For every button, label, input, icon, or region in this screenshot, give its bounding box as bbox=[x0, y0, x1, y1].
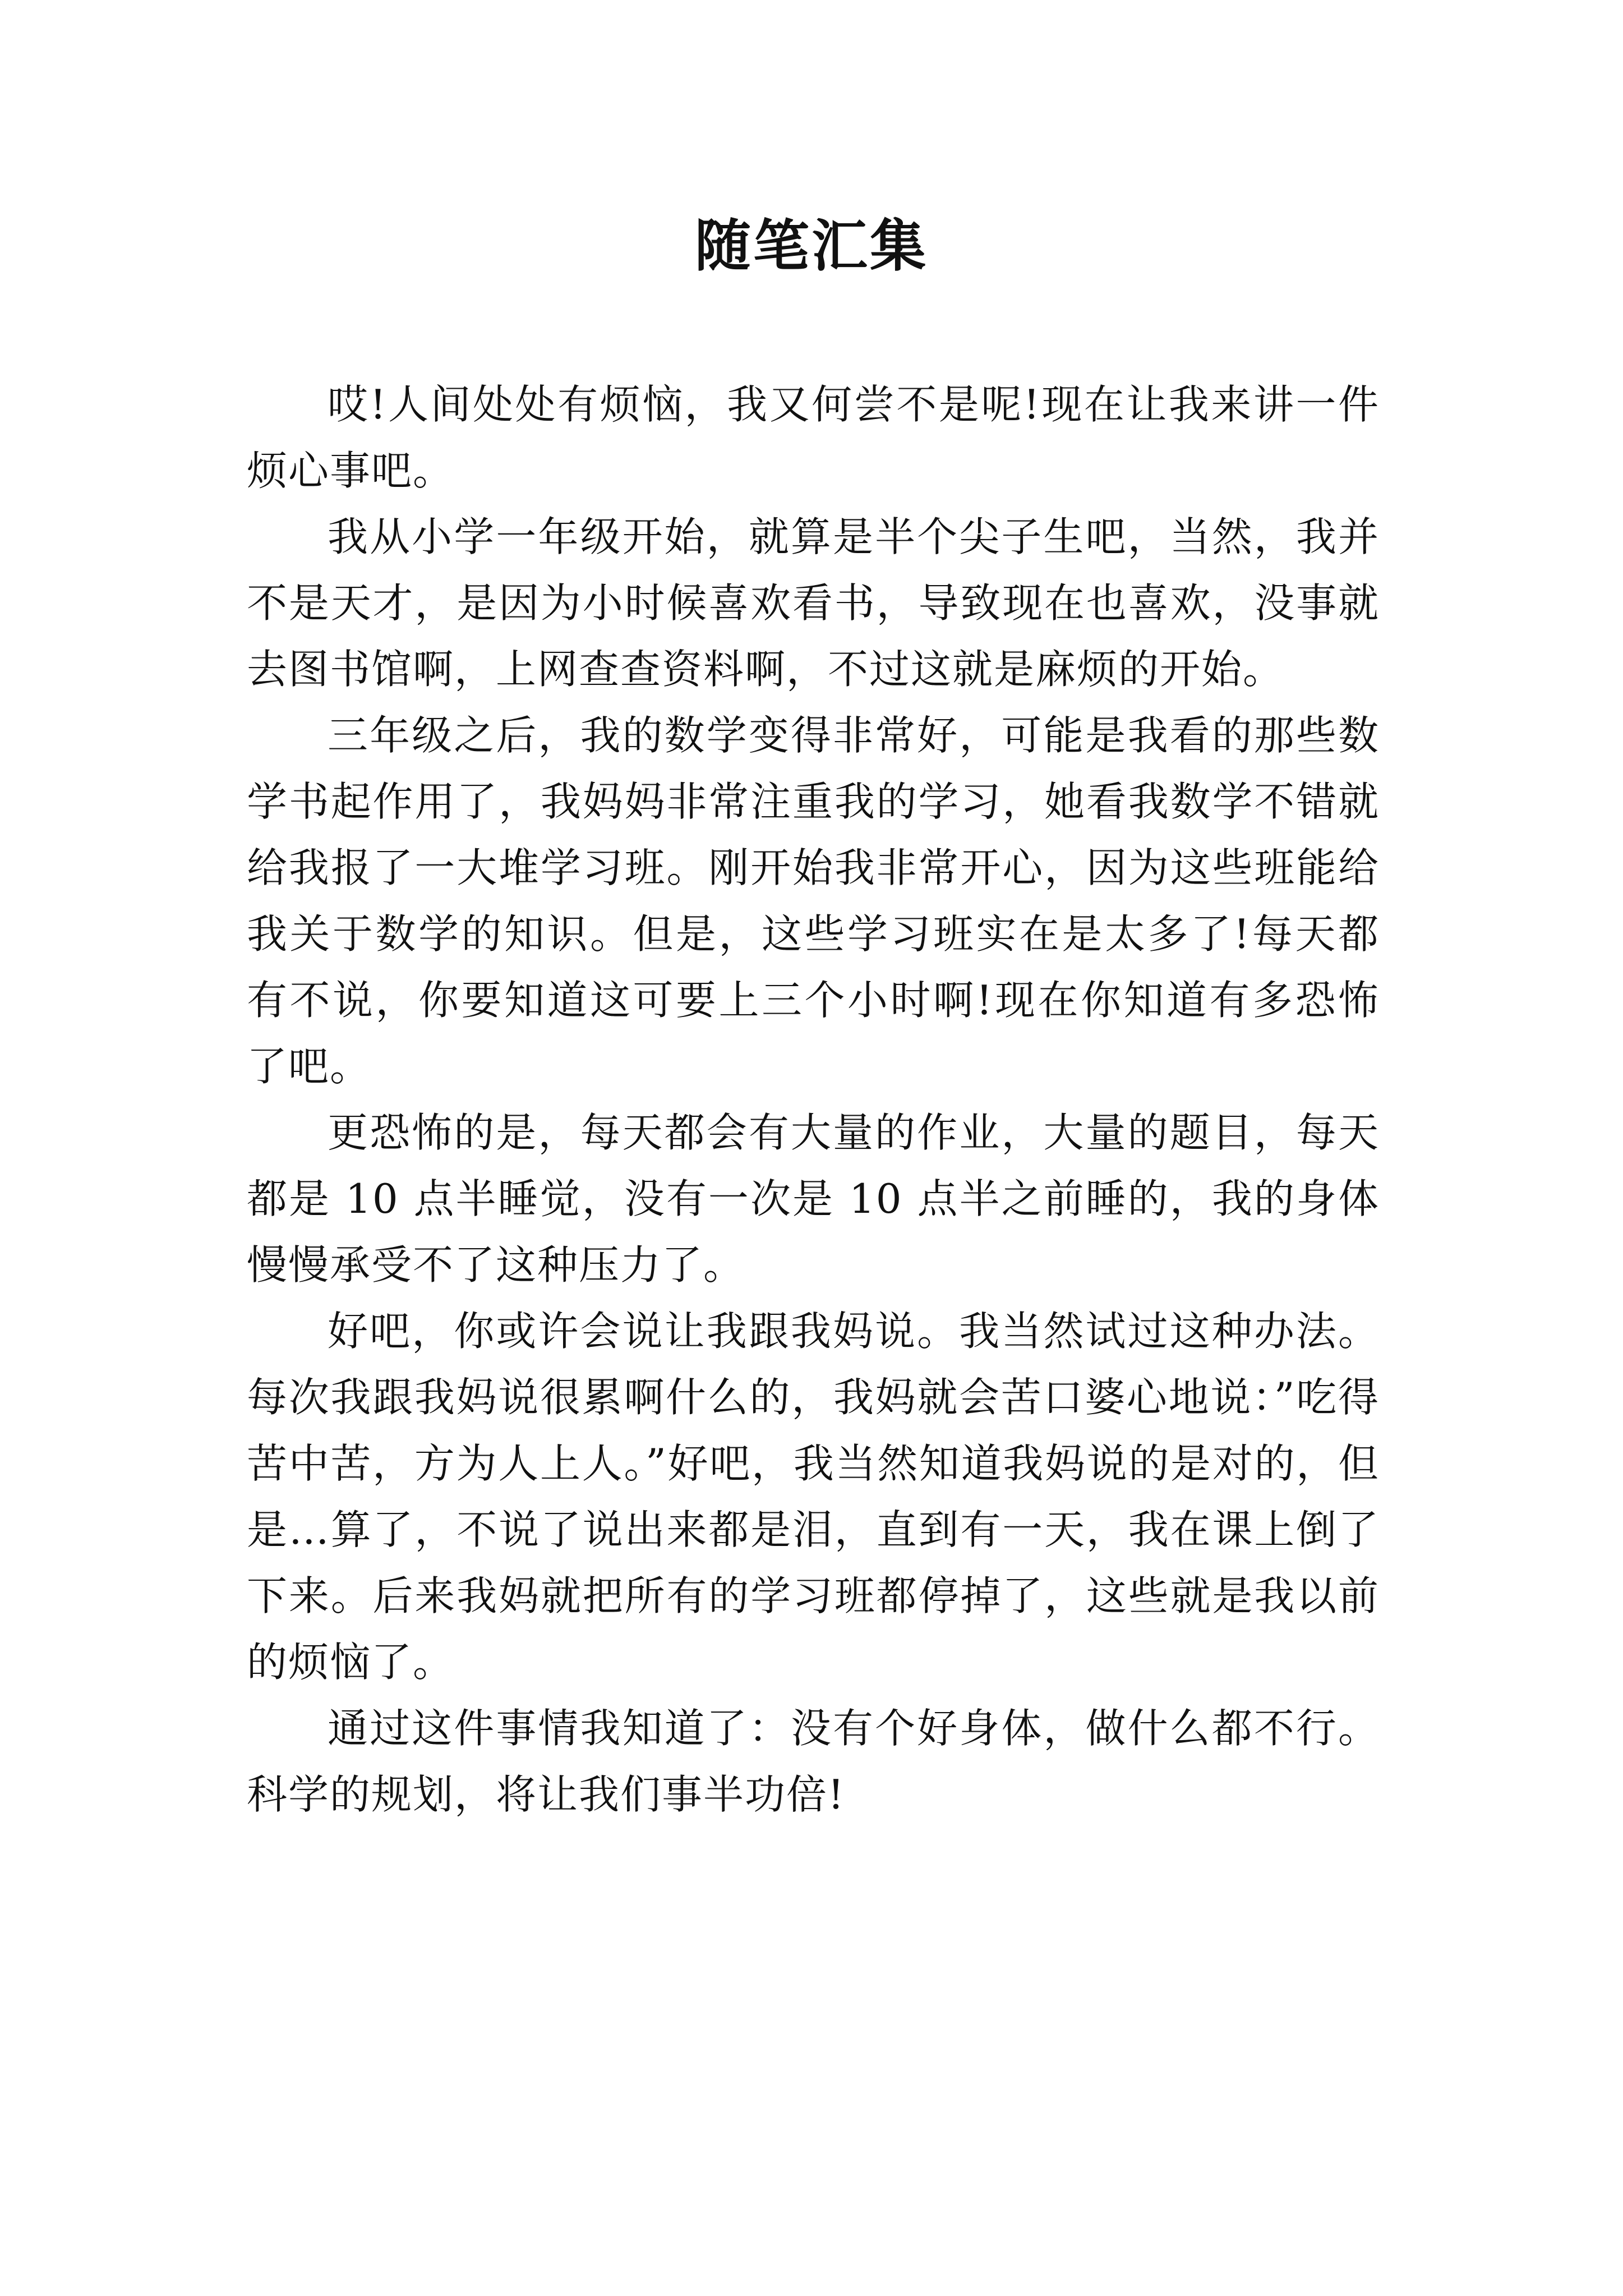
document-body bbox=[247, 371, 1380, 1828]
paragraph-2: 我从小学一年级开始，就算是半个尖子生吧，当然，我并不是天才，是因为小时候喜欢看书，导致现在也喜欢，没事就去图书馆啊，上网查查资料啊，不过这就是麻烦的开始。 bbox=[247, 513, 1380, 693]
paragraph-1: 哎!人间处处有烦恼，我又何尝不是呢!现在让我来讲一件烦心事吧。 bbox=[247, 381, 1380, 494]
paragraph-4: 更恐怖的是，每天都会有大量的作业，大量的题目，每天都是 10 点半睡觉，没有一次是 10 点半之前睡的，我的身体慢慢承受不了这种压力了。 bbox=[247, 1109, 1380, 1289]
paragraph-5: 好吧，你或许会说让我跟我妈说。我当然试过这种办法。每次我跟我妈说很累啊什么的，我妈就会苦口婆心地说：”吃得苦中苦，方为人上人。”好吧，我当然知道我妈说的是对的，但是…算了，不说了说出来都是泪，直到有一天，我在课上倒了下来。后来我妈就把所有的学习班都停掉了，这些就是我以前的烦恼了。 bbox=[247, 1308, 1380, 1686]
document-title: 随笔汇集 bbox=[695, 213, 928, 279]
paragraph-3: 三年级之后，我的数学变得非常好，可能是我看的那些数学书起作用了，我妈妈非常注重我的学习，她看我数学不错就给我报了一大堆学习班。刚开始我非常开心，因为这些班能给我关于数学的知识。但是，这些学习班实在是太多了!每天都有不说，你要知道这可要上三个小时啊!现在你知道有多恐怖了吧。 bbox=[247, 712, 1380, 1090]
paragraph-6: 通过这件事情我知道了：没有个好身体，做什么都不行。科学的规划，将让我们事半功倍! bbox=[247, 1705, 1380, 1818]
